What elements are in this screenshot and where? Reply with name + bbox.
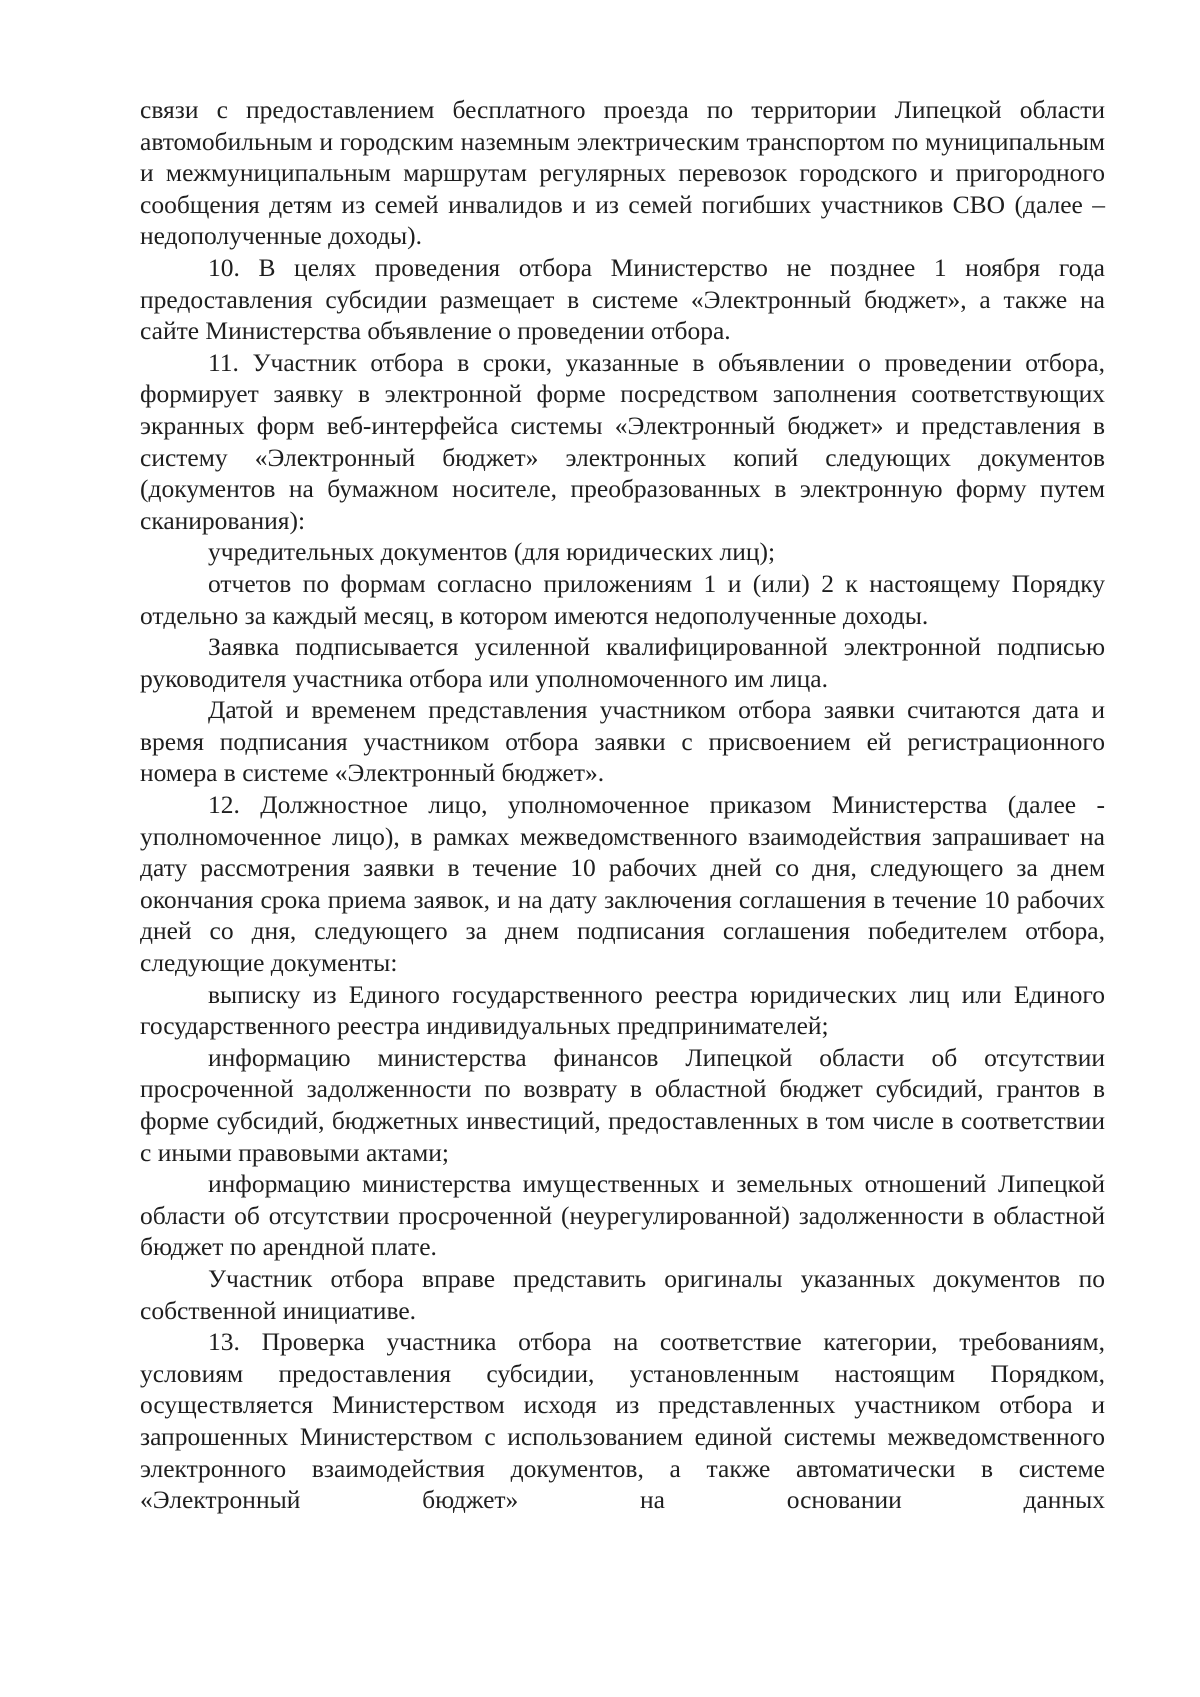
paragraph-originals: Участник отбора вправе представить оригиналы указанных документов по собственной инициативе.: [140, 1263, 1105, 1325]
paragraph-list-founding-documents: учредительных документов (для юридических лиц);: [208, 537, 776, 567]
paragraph-list-reports: отчетов по формам согласно приложениям 1 и (или) 2 к настоящему Порядку отдельно за каждый месяц, в котором имеются недополученные доходы.: [140, 568, 1105, 630]
paragraph-submission-date: Датой и временем представления участником отбора заявки считаются дата и время подписания участником отбора заявки с присвоением ей регистрационного номера в системе «Электронный бюджет».: [140, 695, 1105, 788]
paragraph-item-11: 11. Участник отбора в сроки, указанные в объявлении о проведении отбора, формирует заявку в электронной форме посредством заполнения соответствующих экранных форм веб-интерфейса системы «Электронный бюджет» и представления в систему «Электронный бюджет» электронных копий следующих документов (документов на бумажном носителе, преобразованных в электронную форму путем сканирования):: [140, 347, 1105, 535]
paragraph-item-10: 10. В целях проведения отбора Министерство не позднее 1 ноября года предоставления субсидии размещает в системе «Электронный бюджет», а также на сайте Министерства объявление о проведении отбора.: [140, 252, 1105, 346]
document-body: [140, 94, 1105, 1516]
paragraph-list-registry-extract: выписку из Единого государственного реестра юридических лиц или Единого государственного реестра индивидуальных предпринимателей;: [140, 979, 1105, 1041]
paragraph-continuation: связи с предоставлением бесплатного проезда по территории Липецкой области автомобильным и городским наземным электрическим транспортом по муниципальным и межмуниципальным маршрутам регулярных перевозок городского и пригородного сообщения детям из семей инвалидов и из семей погибших участников СВО (далее – недополученные доходы).: [140, 95, 1105, 251]
paragraph-list-property-info: информацию министерства имущественных и земельных отношений Липецкой области об отсутствии просроченной (неурегулированной) задолженности в областной бюджет по арендной плате.: [140, 1169, 1105, 1262]
paragraph-item-12: 12. Должностное лицо, уполномоченное приказом Министерства (далее - уполномоченное лицо), в рамках межведомственного взаимодействия запрашивает на дату рассмотрения заявки в течение 10 рабочих дней со дня, следующего за днем окончания срока приема заявок, и на дату заключения соглашения в течение 10 рабочих дней со дня, следующего за днем подписания соглашения победителем отбора, следующие документы:: [140, 790, 1105, 978]
paragraph-list-finance-info: информацию министерства финансов Липецкой области об отсутствии просроченной задолженности по возврату в областной бюджет субсидий, грантов в форме субсидий, бюджетных инвестиций, предоставленных в том числе в соответствии с иными правовыми актами;: [140, 1042, 1105, 1167]
paragraph-item-13: 13. Проверка участника отбора на соответствие категории, требованиям, условиям предоставления субсидии, установленным настоящим Порядком, осуществляется Министерством исходя из представленных участником отбора и запрошенных Министерством с использованием единой системы межведомственного электронного взаимодействия документов, а также автоматически в системе «Электронный бюджет» на основании данных: [140, 1327, 1105, 1515]
paragraph-signature: Заявка подписывается усиленной квалифицированной электронной подписью руководителя участника отбора или уполномоченного им лица.: [140, 632, 1105, 693]
